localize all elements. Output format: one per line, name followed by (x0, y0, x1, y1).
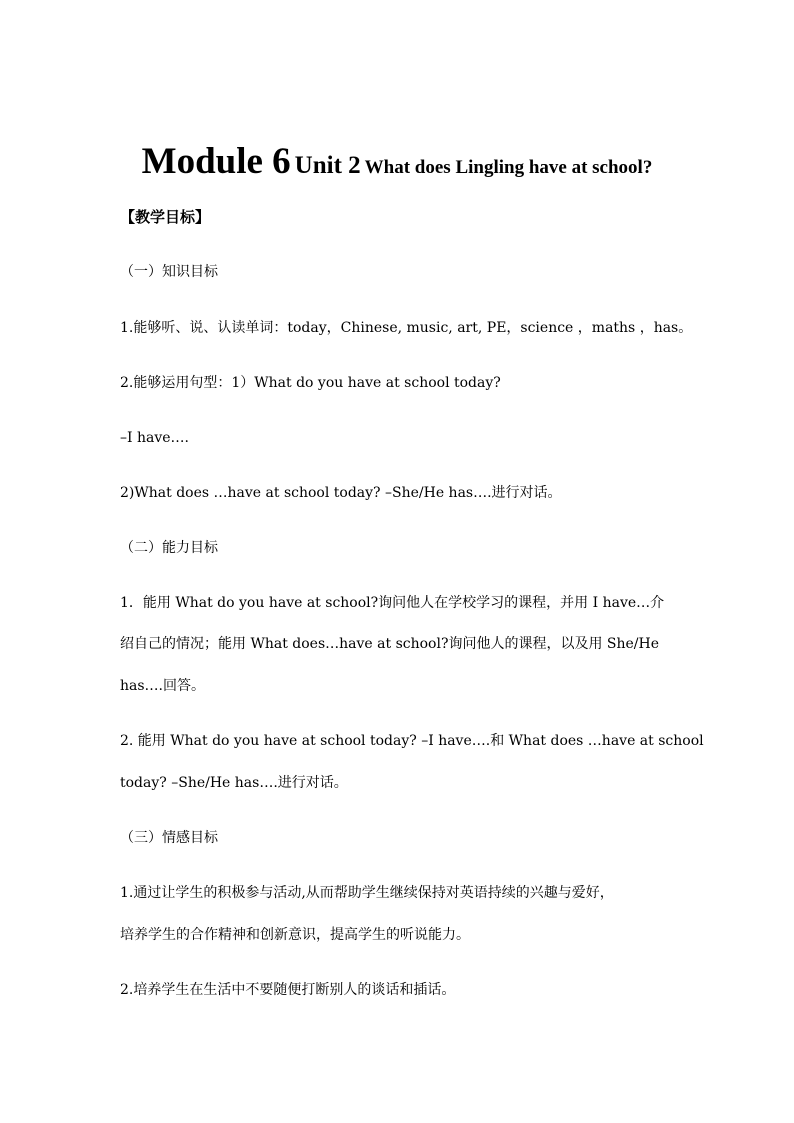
paragraph-line: 2.培养学生在生活中不要随便打断别人的谈话和插话。 (120, 982, 456, 998)
paragraph-line: 1.通过让学生的积极参与活动,从而帮助学生继续保持对英语持续的兴趣与爱好， (120, 885, 614, 901)
paragraph-line: 2)What does …have at school today? –She/He has….进行对话。 (120, 485, 562, 501)
page-title (0, 140, 794, 183)
subsection-knowledge-goals: （一）知识目标 (120, 264, 218, 280)
paragraph-line: –I have…. (120, 430, 189, 446)
paragraph-line: 2.能够运用句型：1）What do you have at school today? (120, 375, 501, 391)
title-unit: Unit 2 (294, 152, 361, 179)
paragraph-line: 1．能用 What do you have at school?询问他人在学校学习的课程，并用 I have…介 (120, 595, 665, 611)
subsection-emotional-goals: （三）情感目标 (120, 830, 218, 846)
subsection-ability-goals: （二）能力目标 (120, 540, 218, 556)
title-module: Module 6 (141, 141, 291, 182)
paragraph-line: has….回答。 (120, 678, 205, 694)
paragraph-line: 2. 能用 What do you have at school today? –I have….和 What does …have at school (120, 733, 704, 749)
paragraph-line: 绍自己的情况；能用 What does…have at school?询问他人的课程，以及用 She/He (120, 636, 660, 652)
paragraph-line: 1.能够听、说、认读单词：today，Chinese, music, art, PE，science ，maths ，has。 (120, 320, 693, 336)
title-question: What does Lingling have at school? (364, 157, 653, 178)
section-heading-teaching-goals: 【教学目标】 (120, 208, 211, 226)
paragraph-line: today? –She/He has….进行对话。 (120, 775, 348, 791)
paragraph-line: 培养学生的合作精神和创新意识，提高学生的听说能力。 (120, 927, 470, 943)
